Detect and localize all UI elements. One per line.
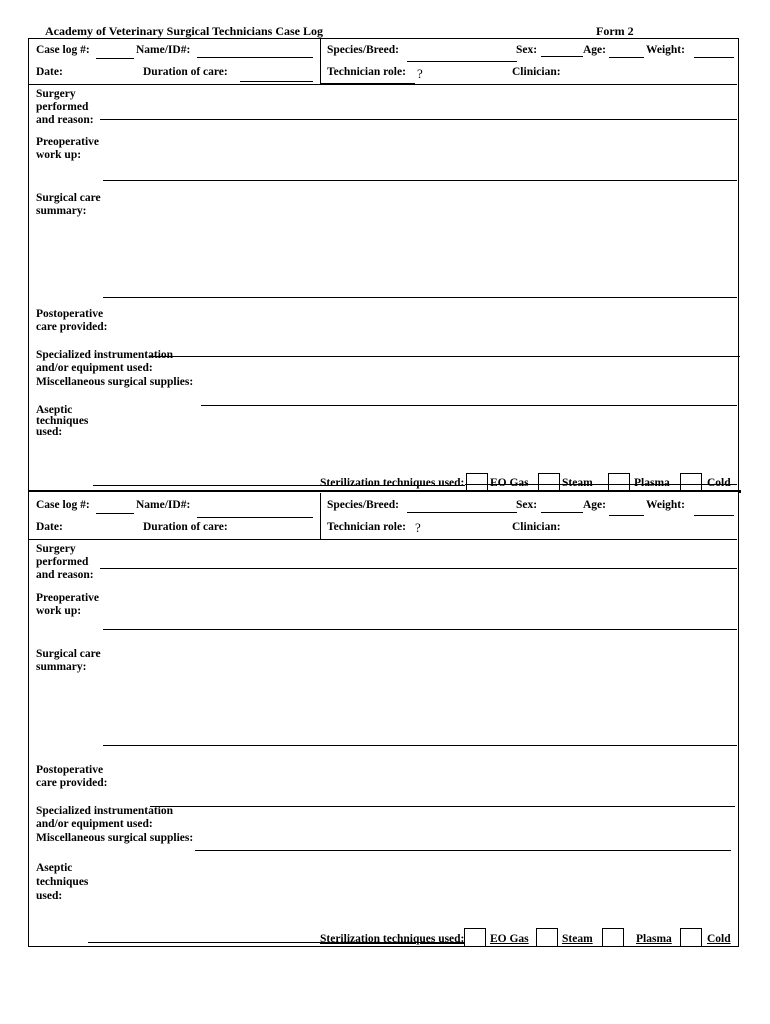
case-log-label: Case log #:: [36, 499, 90, 511]
surgery-input[interactable]: [100, 568, 737, 569]
plasma-label: Plasma: [636, 933, 672, 945]
weight-label: Weight:: [646, 499, 685, 511]
surgery-input[interactable]: [100, 119, 737, 120]
case-log-input[interactable]: [96, 513, 134, 514]
sex-label: Sex:: [516, 499, 538, 511]
surgical-care-label: Surgical care summary:: [36, 648, 101, 673]
case-log-label: Case log #:: [36, 44, 90, 56]
sex-label: Sex:: [516, 44, 538, 56]
eo-gas-checkbox[interactable]: [464, 928, 486, 947]
weight-input[interactable]: [694, 57, 734, 58]
sterilization-label: Sterilization techniques used:: [320, 477, 465, 489]
cold-checkbox[interactable]: [680, 928, 702, 947]
age-label: Age:: [583, 499, 606, 511]
date-label: Date:: [36, 66, 63, 78]
species-breed-label: Species/Breed:: [327, 499, 399, 511]
clinician-label: Clinician:: [512, 66, 561, 78]
case-log-entry-2: [28, 492, 739, 947]
weight-label: Weight:: [646, 44, 685, 56]
cold-label: Cold: [707, 933, 731, 945]
name-id-label: Name/ID#:: [136, 499, 191, 511]
instrumentation-input[interactable]: [150, 356, 740, 357]
cold-label: Cold: [707, 477, 731, 489]
steam-label: Steam: [562, 933, 593, 945]
age-input[interactable]: [609, 515, 644, 516]
duration-label: Duration of care:: [143, 66, 228, 78]
plasma-label: Plasma: [634, 477, 670, 489]
instrumentation-label: Specialized instrumentation and/or equipment used:: [36, 349, 174, 374]
case-log-entry-1: [28, 38, 739, 492]
preop-input[interactable]: [103, 180, 737, 181]
instrumentation-input[interactable]: [150, 806, 735, 807]
surgical-care-input[interactable]: [103, 297, 737, 298]
duration-input[interactable]: [240, 81, 313, 82]
steam-label: Steam: [562, 477, 593, 489]
surgical-care-label: Surgical care summary:: [36, 192, 101, 217]
technician-role-label: Technician role:: [327, 521, 406, 533]
technician-role-value: ?: [417, 66, 423, 81]
preop-input[interactable]: [103, 629, 737, 630]
steam-checkbox[interactable]: [536, 928, 558, 947]
misc-supplies-input[interactable]: [201, 405, 737, 406]
sterilization-label: Sterilization techniques used:: [320, 933, 465, 945]
aseptic-label: Aseptic techniques used:: [36, 862, 89, 902]
weight-input[interactable]: [694, 515, 734, 516]
sex-input[interactable]: [541, 56, 583, 57]
misc-supplies-label: Miscellaneous surgical supplies:: [36, 376, 194, 388]
age-label: Age:: [583, 44, 606, 56]
surgical-care-input[interactable]: [103, 745, 737, 746]
name-id-label: Name/ID#:: [136, 44, 191, 56]
date-label: Date:: [36, 521, 63, 533]
misc-supplies-label: Miscellaneous surgical supplies:: [36, 832, 194, 844]
aseptic-label: Aseptic techniques used:: [36, 404, 89, 438]
species-breed-input[interactable]: [407, 512, 517, 513]
name-id-input[interactable]: [197, 517, 313, 518]
postop-label: Postoperative care provided:: [36, 764, 108, 789]
form-number: Form 2: [596, 24, 634, 38]
preop-label: Preoperative work up:: [36, 592, 100, 617]
instrumentation-label: Specialized instrumentation and/or equipment used:: [36, 805, 174, 830]
eo-gas-label: EO Gas: [490, 933, 529, 945]
plasma-checkbox[interactable]: [602, 928, 624, 947]
clinician-label: Clinician:: [512, 521, 561, 533]
species-breed-label: Species/Breed:: [327, 44, 399, 56]
surgery-label: Surgery performed and reason:: [36, 88, 94, 126]
name-id-input[interactable]: [197, 57, 313, 58]
species-breed-input[interactable]: [407, 61, 517, 62]
technician-role-value: ?: [415, 520, 421, 535]
sex-input[interactable]: [541, 512, 583, 513]
case-log-input[interactable]: [96, 58, 134, 59]
postop-label: Postoperative care provided:: [36, 308, 108, 333]
form-title: Academy of Veterinary Surgical Technicians Case Log: [45, 24, 323, 38]
duration-label: Duration of care:: [143, 521, 228, 533]
preop-label: Preoperative work up:: [36, 136, 100, 161]
eo-gas-label: EO Gas: [490, 477, 529, 489]
technician-role-label: Technician role:: [327, 66, 406, 78]
misc-supplies-input[interactable]: [195, 850, 731, 851]
surgery-label: Surgery performed and reason:: [36, 543, 94, 581]
age-input[interactable]: [609, 57, 644, 58]
